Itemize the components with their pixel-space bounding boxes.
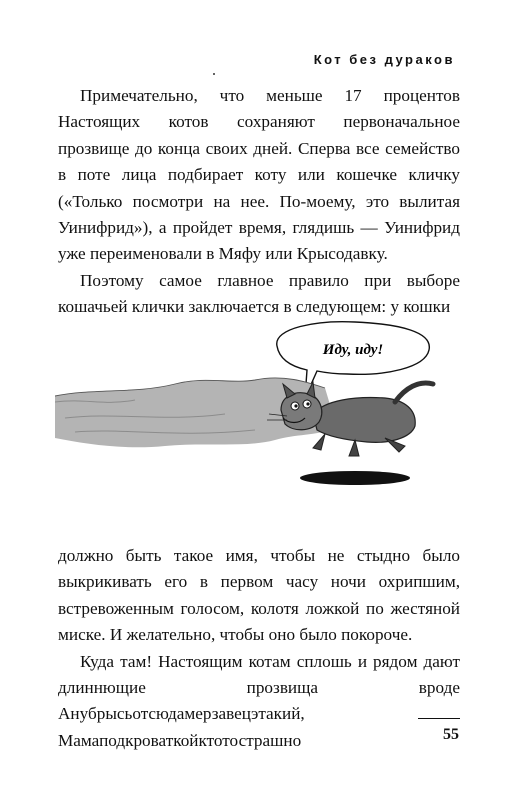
footer-rule bbox=[418, 718, 460, 719]
running-title: Кот без дураков bbox=[313, 52, 455, 67]
paragraph-names: Примечательно, что меньше 17 процентов Настоящих котов сохраняют первоначальное прозвище до конца своих дней. Сперва все семейство в поте лица подбирает коту или кошечке кличку («Только посмотри на нее. По-моему, это вылитая Уинифрид»), а пройдет время, глядишь — Уинифрид уже переименовали в Мяфу или Крысодавку. bbox=[58, 86, 460, 264]
print-speck bbox=[213, 73, 215, 75]
cat-figure bbox=[267, 382, 433, 456]
speech-bubble-text: Иду, иду! bbox=[322, 342, 384, 358]
page-number: 55 bbox=[443, 726, 459, 743]
paragraph-continuation: должно быть такое имя, чтобы не стыдно было выкрикивать его в первом часу ночи охрипшим, встревоженным голосом, колотя ложкой по жестяной миске. И желательно, чтобы оно было покороче. bbox=[58, 546, 460, 645]
paragraph-long-names: Куда там! Настоящим котам сплошь и рядом дают длиннющие прозвища вроде Анубрысьотсюдамерзавецэтакий, Мамаподкроваткойктотострашно bbox=[58, 651, 460, 750]
running-cat-illustration bbox=[55, 318, 465, 503]
text-block-bottom bbox=[58, 543, 460, 754]
ground-shadow bbox=[300, 471, 410, 485]
text-block-top bbox=[58, 83, 460, 321]
paragraph-main-rule: Поэтому самое главное правило при выборе кошачьей клички заключается в следующем: у кошки bbox=[58, 270, 460, 317]
